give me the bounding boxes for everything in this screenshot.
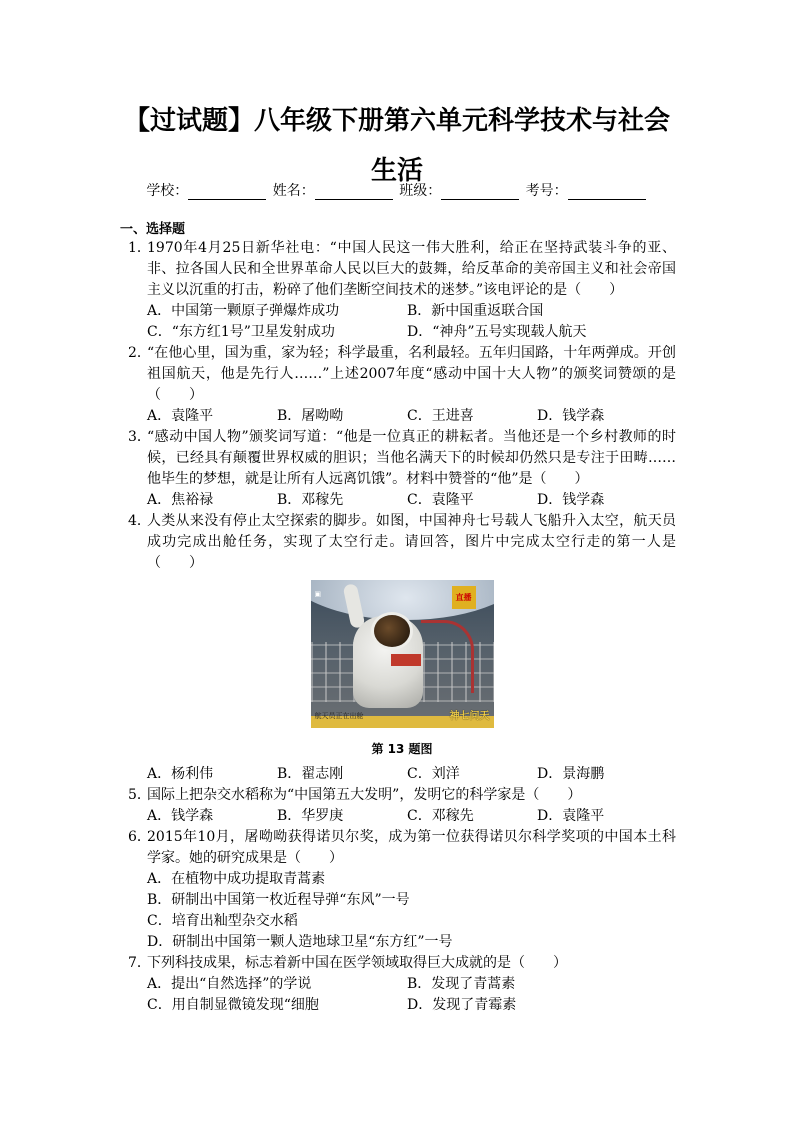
tv-caption-text: 航天员正在出舱 (314, 712, 364, 720)
exam-number-blank (568, 185, 646, 200)
option-c: C．邓稼先 (407, 808, 474, 824)
astronaut-helmet (371, 612, 413, 650)
questions-body (128, 238, 676, 1016)
school-blank (188, 185, 266, 200)
figure (128, 580, 676, 760)
live-badge: 直播 (452, 586, 476, 609)
option-d: D．袁隆平 (537, 808, 605, 824)
option-c: C．刘洋 (407, 766, 460, 782)
question-number: 6． (128, 829, 151, 845)
question-number: 1． (128, 240, 151, 256)
question-6 (128, 827, 676, 953)
options-row (147, 322, 676, 343)
student-info-line (0, 180, 794, 200)
tv-program-logo: 神七问天 (449, 711, 490, 722)
option-a: A．杨利伟 (147, 766, 214, 782)
options-row (147, 490, 676, 511)
question-stem: “在他心里，国为重，家为轻；科学最重，名利最轻。五年归国路，十年两弹成。开创祖国航天，他是先行人……”上述2007年度“感动中国十大人物”的颁奖词赞颂的是（ ） (147, 345, 676, 403)
name-blank (315, 185, 393, 200)
option-b: B．新中国重返联合国 (407, 303, 544, 319)
option-a: A．焦裕禄 (147, 492, 214, 508)
option-d: D．钱学森 (537, 408, 605, 424)
options-row (147, 974, 676, 995)
question-7 (128, 953, 676, 1016)
question-4 (128, 511, 676, 574)
option-b: B．发现了青蒿素 (407, 976, 516, 992)
option-b: B．研制出中国第一枚近程导弹“东风”一号 (147, 892, 410, 908)
question-number: 4． (128, 513, 151, 529)
option-b: B．华罗庚 (277, 808, 344, 824)
option-c: C．王进喜 (407, 408, 474, 424)
option-b: B．屠呦呦 (277, 408, 344, 424)
question-stem: “感动中国人物”颁奖词写道：“他是一位真正的耕耘者。当他还是一个乡村教师的时候，已经具有颠覆世界权威的胆识；当他名满天下的时候却仍然只是专注于田畴……他毕生的梦想，就是让所有人远离饥饿”。材料中赞誉的“他”是（ ） (147, 429, 676, 487)
spacewalk-photo (311, 580, 494, 728)
option-c: C．培育出籼型杂交水稻 (147, 913, 298, 929)
flag-patch (391, 654, 421, 666)
question-5 (128, 785, 676, 827)
question-number: 2． (128, 345, 151, 361)
question-stem: 1970年4月25日新华社电：“中国人民这一伟大胜利，给正在坚持武装斗争的亚、非、拉各国人民和全世界革命人民以巨大的鼓舞，给反革命的美帝国主义和社会帝国主义以沉重的打击，粉碎了他们垄断空间技术的迷梦。”该电评论的是（ ） (147, 240, 676, 298)
question-3 (128, 427, 676, 511)
option-d: D．发现了青霉素 (407, 997, 517, 1013)
option-a: A．在植物中成功提取青蒿素 (147, 871, 326, 887)
question-stem: 人类从来没有停止太空探索的脚步。如图，中国神舟七号载人飞船升入太空，航天员成功完成出舱任务，实现了太空行走。请回答，图片中完成太空行走的第一人是（ ） (147, 513, 676, 571)
option-d: D．研制出中国第一颗人造地球卫星“东方红”一号 (147, 934, 453, 950)
safety-tether (421, 620, 474, 693)
option-d: D．“神舟”五号实现载人航天 (407, 324, 587, 340)
option-b: B．翟志刚 (277, 766, 344, 782)
option-b: B．邓稼先 (277, 492, 344, 508)
section-heading: 一、选择题 (120, 222, 186, 237)
options-row (147, 301, 676, 322)
question-stem: 下列科技成果，标志着新中国在医学领域取得巨大成就的是（ ） (147, 955, 567, 971)
school-label: 学校： (146, 183, 189, 199)
class-label: 班级： (399, 183, 442, 199)
name-label: 姓名： (272, 183, 315, 199)
figure-caption: 第 13 题图 (371, 742, 433, 756)
question-4-options (128, 764, 676, 785)
option-a: A．袁隆平 (147, 408, 214, 424)
option-a: A．中国第一颗原子弹爆炸成功 (147, 303, 340, 319)
options-row (147, 764, 676, 785)
page-title: 【过试题】八年级下册第六单元科学技术与社会生活 (123, 106, 670, 186)
question-number: 7． (128, 955, 151, 971)
question-1 (128, 238, 676, 343)
question-number: 3． (128, 429, 151, 445)
option-a: A．钱学森 (147, 808, 214, 824)
options-row (147, 806, 676, 827)
question-number: 5． (128, 787, 151, 803)
options-row (147, 995, 676, 1016)
option-d: D．景海鹏 (537, 766, 605, 782)
option-c: C．用自制显微镜发现“细胞 (147, 997, 319, 1013)
option-c: C．“东方红1号”卫星发射成功 (147, 324, 335, 340)
option-a: A．提出“自然选择”的学说 (147, 976, 312, 992)
options-row (147, 406, 676, 427)
question-2 (128, 343, 676, 427)
tv-station-logo: ▣ (314, 590, 322, 598)
option-d: D．钱学森 (537, 492, 605, 508)
question-stem: 2015年10月，屠呦呦获得诺贝尔奖，成为第一位获得诺贝尔科学奖项的中国本土科学家。她的研究成果是（ ） (147, 829, 676, 866)
question-stem: 国际上把杂交水稻称为“中国第五大发明”，发明它的科学家是（ ） (147, 787, 582, 803)
exam-number-label: 考号： (525, 183, 568, 199)
class-blank (441, 185, 519, 200)
option-c: C．袁隆平 (407, 492, 474, 508)
